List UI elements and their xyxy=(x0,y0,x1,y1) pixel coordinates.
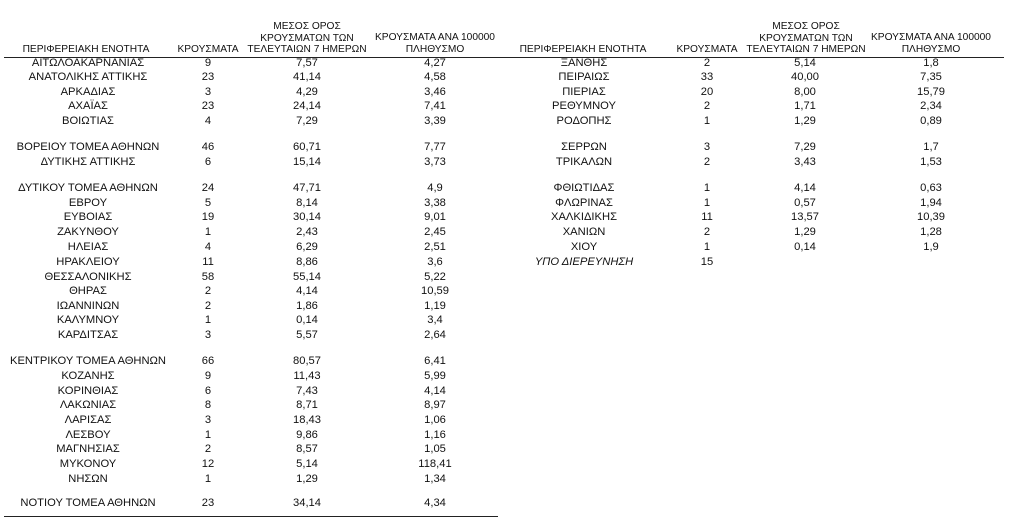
left-row-per100k-cell: 1,16 xyxy=(424,429,446,441)
right-row-cases-cell: 1 xyxy=(703,241,711,253)
left-row-cases-cell: 11 xyxy=(202,256,214,268)
left-header-per100k xyxy=(370,32,500,55)
per100k-line-1: ΚΡΟΥΣΜΑΤΑ ΑΝΑ 100000 xyxy=(871,32,991,43)
right-row-per100k-cell: 1,9 xyxy=(923,241,939,253)
avg7-line-2: ΚΡΟΥΣΜΑΤΩΝ ΤΩΝ xyxy=(759,32,853,44)
left-row-region-cell: ΛΑΡΙΣΑΣ xyxy=(64,414,112,426)
left-row-region-cell: ΚΑΡΔΙΤΣΑΣ xyxy=(57,329,119,341)
per100k-line-2: ΠΛΗΘΥΣΜΟ xyxy=(901,43,961,55)
left-row-per100k-cell: 7,77 xyxy=(424,141,446,153)
right-row-avg7-cell: 8,00 xyxy=(794,86,816,98)
left-row-per100k-cell: 118,41 xyxy=(418,458,452,470)
left-row-region-cell: ΚΟΖΑΝΗΣ xyxy=(61,370,115,382)
right-row-per100k-cell: 0,89 xyxy=(920,115,942,127)
right-row-region-cell: ΤΡΙΚΑΛΩΝ xyxy=(555,156,613,168)
left-row-cases-cell: 12 xyxy=(201,458,215,470)
left-row-per100k-cell: 2,45 xyxy=(424,226,446,238)
left-row-avg7-cell: 5,14 xyxy=(296,458,318,470)
right-row-cases-cell: 2 xyxy=(703,100,711,112)
right-row-per100k-cell: 10,39 xyxy=(917,211,945,223)
left-row-per100k-cell: 4,9 xyxy=(427,182,443,194)
right-header-region: ΠΕΡΙΦΕΡΕΙΑΚΗ ΕΝΟΤΗΤΑ xyxy=(519,44,647,55)
right-row-cases-cell: 2 xyxy=(703,226,711,238)
left-row-region-cell: ΗΛΕΙΑΣ xyxy=(67,241,109,253)
left-row-region-cell: ΕΒΡΟΥ xyxy=(68,197,108,209)
left-row-cases-cell: 46 xyxy=(201,141,215,153)
left-row-per100k-cell: 9,01 xyxy=(424,211,446,223)
left-row-region-cell: ΑΧΑΪΑΣ xyxy=(68,100,108,112)
left-row-region-cell: ΝΟΤΙΟΥ ΤΟΜΕΑ ΑΘΗΝΩΝ xyxy=(20,497,156,509)
left-row-avg7-cell: 8,86 xyxy=(296,256,318,268)
avg7-line-1: ΜΕΣΟΣ ΟΡΟΣ xyxy=(772,21,840,32)
right-row-per100k-cell: 1,94 xyxy=(920,197,942,209)
left-row-per100k-cell: 1,06 xyxy=(424,414,446,426)
left-row-avg7-cell: 9,86 xyxy=(296,429,318,441)
avg7-line-1: ΜΕΣΟΣ ΟΡΟΣ xyxy=(273,21,341,32)
right-row-cases-cell: 20 xyxy=(700,86,714,98)
right-row-per100k-cell: 1,8 xyxy=(923,57,939,69)
left-row-region-cell: ΚΟΡΙΝΘΙΑΣ xyxy=(57,385,119,397)
left-row-avg7-cell: 30,14 xyxy=(293,211,321,223)
left-row-avg7-cell: 2,43 xyxy=(296,226,318,238)
left-row-cases-cell: 4 xyxy=(204,115,212,127)
left-row-region-cell: ΚΕΝΤΡΙΚΟΥ ΤΟΜΕΑ ΑΘΗΝΩΝ xyxy=(9,355,167,367)
right-row-cases-cell: 2 xyxy=(703,156,711,168)
left-row-avg7-cell: 55,14 xyxy=(293,271,321,283)
right-row-cases-cell: 11 xyxy=(701,211,713,223)
left-row-region-cell: ΑΙΤΩΛΟΑΚΑΡΝΑΝΙΑΣ xyxy=(31,57,145,69)
left-row-per100k-cell: 7,41 xyxy=(424,100,446,112)
right-row-avg7-cell: 0,14 xyxy=(794,241,816,253)
right-row-avg7-cell: 3,43 xyxy=(794,156,816,168)
left-row-per100k-cell: 3,39 xyxy=(424,115,446,127)
right-row-region-cell: ΧΑΝΙΩΝ xyxy=(562,226,606,238)
left-row-region-cell: ΚΑΛΥΜΝΟΥ xyxy=(56,314,120,326)
left-header-avg7 xyxy=(244,21,370,56)
left-row-avg7-cell: 7,43 xyxy=(296,385,318,397)
left-row-per100k-cell: 5,99 xyxy=(424,370,446,382)
right-row-cases-cell: 1 xyxy=(703,197,711,209)
right-row-per100k-cell: 1,28 xyxy=(920,226,942,238)
left-row-avg7-cell: 0,14 xyxy=(296,314,318,326)
left-row-avg7-cell: 41,14 xyxy=(293,71,321,83)
right-row-avg7-cell: 4,14 xyxy=(794,182,816,194)
right-row-per100k-cell: 15,79 xyxy=(917,86,945,98)
left-row-region-cell: ΜΥΚΟΝΟΥ xyxy=(59,458,117,470)
left-row-avg7-cell: 7,29 xyxy=(296,115,318,127)
left-row-cases-cell: 1 xyxy=(204,314,212,326)
left-row-per100k-cell: 10,59 xyxy=(421,285,449,297)
per100k-line-2: ΠΛΗΘΥΣΜΟ xyxy=(405,43,465,55)
left-row-region-cell: ΖΑΚΥΝΘΟΥ xyxy=(57,226,119,238)
left-row-cases-cell: 8 xyxy=(204,399,212,411)
left-row-cases-cell: 2 xyxy=(204,285,212,297)
right-header-cases: ΚΡΟΥΣΜΑΤΑ xyxy=(676,44,738,55)
right-row-cases-cell: 33 xyxy=(700,71,714,83)
left-row-region-cell: ΛΑΚΩΝΙΑΣ xyxy=(59,399,117,411)
left-row-avg7-cell: 47,71 xyxy=(293,182,321,194)
left-header-cases: ΚΡΟΥΣΜΑΤΑ xyxy=(177,44,239,55)
right-row-cases-cell: 1 xyxy=(703,182,711,194)
right-row-region-cell: ΧΙΟΥ xyxy=(570,241,598,253)
left-row-cases-cell: 23 xyxy=(201,71,215,83)
right-row-region-cell: ΦΘΙΩΤΙΔΑΣ xyxy=(553,182,615,194)
left-row-cases-cell: 6 xyxy=(204,156,212,168)
left-row-avg7-cell: 5,57 xyxy=(296,329,318,341)
right-row-avg7-cell: 1,29 xyxy=(794,115,816,127)
left-row-cases-cell: 23 xyxy=(201,100,215,112)
left-row-per100k-cell: 1,34 xyxy=(424,473,446,485)
left-row-cases-cell: 9 xyxy=(204,57,212,69)
left-row-avg7-cell: 1,86 xyxy=(296,300,318,312)
left-row-per100k-cell: 1,05 xyxy=(424,443,446,455)
left-row-cases-cell: 3 xyxy=(204,86,212,98)
right-row-per100k-cell: 7,35 xyxy=(920,71,942,83)
avg7-line-3: ΤΕΛΕΥΤΑΙΩΝ 7 ΗΜΕΡΩΝ xyxy=(746,44,866,55)
left-row-cases-cell: 3 xyxy=(204,414,212,426)
right-header-per100k xyxy=(866,32,996,55)
left-row-per100k-cell: 2,64 xyxy=(424,329,446,341)
left-row-cases-cell: 3 xyxy=(204,329,212,341)
left-row-per100k-cell: 3,6 xyxy=(427,256,443,268)
left-row-cases-cell: 1 xyxy=(204,429,212,441)
right-row-per100k-cell: 1,53 xyxy=(920,156,942,168)
left-row-cases-cell: 6 xyxy=(204,385,212,397)
left-row-region-cell: ΔΥΤΙΚΟΥ ΤΟΜΕΑ ΑΘΗΝΩΝ xyxy=(18,182,158,194)
left-row-per100k-cell: 2,51 xyxy=(424,241,446,253)
right-row-region-cell: ΠΙΕΡΙΑΣ xyxy=(562,86,606,98)
right-row-avg7-cell: 40,00 xyxy=(791,71,819,83)
left-row-cases-cell: 9 xyxy=(204,370,212,382)
left-row-region-cell: ΔΥΤΙΚΗΣ ΑΤΤΙΚΗΣ xyxy=(40,156,136,168)
left-row-avg7-cell: 18,43 xyxy=(293,414,321,426)
left-row-per100k-cell: 4,34 xyxy=(424,497,446,509)
left-row-per100k-cell: 6,41 xyxy=(424,355,446,367)
right-row-avg7-cell: 1,29 xyxy=(794,226,816,238)
left-row-per100k-cell: 4,27 xyxy=(424,57,446,69)
left-row-per100k-cell: 8,97 xyxy=(424,399,446,411)
left-row-region-cell: ΗΡΑΚΛΕΙΟΥ xyxy=(56,256,120,268)
right-header-avg7 xyxy=(744,21,868,56)
per100k-line-1: ΚΡΟΥΣΜΑΤΑ ΑΝΑ 100000 xyxy=(375,32,495,43)
left-row-avg7-cell: 1,29 xyxy=(296,473,318,485)
left-row-cases-cell: 19 xyxy=(201,211,215,223)
left-row-cases-cell: 23 xyxy=(201,497,215,509)
left-row-cases-cell: 58 xyxy=(201,271,215,283)
left-row-region-cell: ΘΕΣΣΑΛΟΝΙΚΗΣ xyxy=(44,271,132,283)
right-row-cases-cell: 2 xyxy=(703,57,711,69)
right-row-region-cell: ΥΠΟ ΔΙΕΡΕΥΝΗΣΗ xyxy=(534,256,634,268)
left-row-region-cell: ΙΩΑΝΝΙΝΩΝ xyxy=(56,300,120,312)
left-row-avg7-cell: 7,57 xyxy=(296,57,318,69)
left-row-avg7-cell: 15,14 xyxy=(293,156,321,168)
right-row-cases-cell: 3 xyxy=(703,141,711,153)
left-row-cases-cell: 4 xyxy=(204,241,212,253)
right-row-per100k-cell: 0,63 xyxy=(920,182,942,194)
left-row-region-cell: ΑΡΚΑΔΙΑΣ xyxy=(60,86,116,98)
right-row-avg7-cell: 1,71 xyxy=(794,100,816,112)
avg7-line-2: ΚΡΟΥΣΜΑΤΩΝ ΤΩΝ xyxy=(260,32,354,44)
left-row-avg7-cell: 8,57 xyxy=(296,443,318,455)
left-row-region-cell: ΕΥΒΟΙΑΣ xyxy=(63,211,113,223)
left-row-region-cell: ΒΟΙΩΤΙΑΣ xyxy=(62,115,114,127)
left-row-per100k-cell: 1,19 xyxy=(424,300,446,312)
left-row-cases-cell: 5 xyxy=(204,197,212,209)
left-row-region-cell: ΑΝΑΤΟΛΙΚΗΣ ΑΤΤΙΚΗΣ xyxy=(28,71,148,83)
right-row-per100k-cell: 2,34 xyxy=(920,100,942,112)
left-row-region-cell: ΘΗΡΑΣ xyxy=(69,285,107,297)
right-row-per100k-cell: 1,7 xyxy=(923,141,939,153)
right-row-region-cell: ΞΑΝΘΗΣ xyxy=(560,57,608,69)
left-row-cases-cell: 1 xyxy=(204,226,212,238)
left-row-cases-cell: 66 xyxy=(201,355,215,367)
left-header-region: ΠΕΡΙΦΕΡΕΙΑΚΗ ΕΝΟΤΗΤΑ xyxy=(22,44,150,55)
left-row-avg7-cell: 11,43 xyxy=(293,370,321,382)
left-row-cases-cell: 24 xyxy=(201,182,215,194)
right-row-cases-cell: 1 xyxy=(703,115,711,127)
right-row-cases-cell: 15 xyxy=(700,256,714,268)
left-row-avg7-cell: 8,71 xyxy=(296,399,318,411)
left-row-region-cell: ΜΑΓΝΗΣΙΑΣ xyxy=(56,443,120,455)
left-row-per100k-cell: 4,14 xyxy=(424,385,446,397)
left-row-avg7-cell: 60,71 xyxy=(293,141,321,153)
left-row-avg7-cell: 8,14 xyxy=(296,197,318,209)
left-row-avg7-cell: 34,14 xyxy=(293,497,321,509)
right-row-region-cell: ΧΑΛΚΙΔΙΚΗΣ xyxy=(550,211,618,223)
left-row-region-cell: ΒΟΡΕΙΟΥ ΤΟΜΕΑ ΑΘΗΝΩΝ xyxy=(16,141,160,153)
left-row-avg7-cell: 80,57 xyxy=(293,355,321,367)
right-row-region-cell: ΡΕΘΥΜΝΟΥ xyxy=(552,100,616,112)
avg7-line-3: ΤΕΛΕΥΤΑΙΩΝ 7 ΗΜΕΡΩΝ xyxy=(247,44,367,55)
left-row-per100k-cell: 3,46 xyxy=(424,86,446,98)
left-row-cases-cell: 2 xyxy=(204,300,212,312)
left-row-avg7-cell: 4,14 xyxy=(296,285,318,297)
left-row-region-cell: ΝΗΣΩΝ xyxy=(68,473,108,485)
left-row-cases-cell: 2 xyxy=(204,443,212,455)
left-row-region-cell: ΛΕΣΒΟΥ xyxy=(65,429,111,441)
left-row-avg7-cell: 24,14 xyxy=(293,100,321,112)
left-row-per100k-cell: 3,73 xyxy=(424,156,446,168)
right-row-region-cell: ΣΕΡΡΩΝ xyxy=(561,141,607,153)
right-row-avg7-cell: 0,57 xyxy=(794,197,816,209)
right-row-region-cell: ΠΕΙΡΑΙΩΣ xyxy=(558,71,610,83)
left-row-cases-cell: 1 xyxy=(204,473,212,485)
left-row-avg7-cell: 6,29 xyxy=(296,241,318,253)
left-row-per100k-cell: 4,58 xyxy=(424,71,446,83)
right-row-avg7-cell: 13,57 xyxy=(791,211,819,223)
right-row-avg7-cell: 7,29 xyxy=(794,141,816,153)
right-row-region-cell: ΡΟΔΟΠΗΣ xyxy=(556,115,612,127)
left-row-per100k-cell: 3,38 xyxy=(424,197,446,209)
left-row-per100k-cell: 5,22 xyxy=(424,271,446,283)
left-row-avg7-cell: 4,29 xyxy=(296,86,318,98)
right-row-avg7-cell: 5,14 xyxy=(794,57,816,69)
right-row-region-cell: ΦΛΩΡΙΝΑΣ xyxy=(555,197,613,209)
left-row-per100k-cell: 3,4 xyxy=(427,314,443,326)
